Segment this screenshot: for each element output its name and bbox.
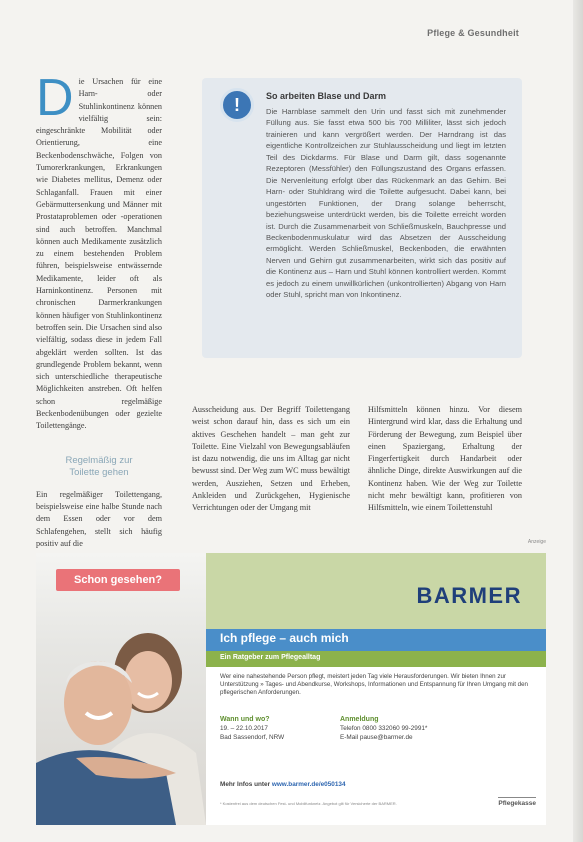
ad-registration-phone: Telefon 0800 332060 99-2991* (340, 725, 428, 732)
ad-registration-label: Anmeldung (340, 716, 379, 723)
ad-brand-area (206, 553, 546, 629)
info-box-title: So arbeiten Blase und Darm (266, 91, 387, 101)
article-subhead (36, 455, 162, 479)
ad-more-link[interactable]: www.barmer.de/e050134 (271, 781, 346, 788)
barmer-logo: BARMER (416, 583, 522, 608)
page-fold (573, 0, 583, 842)
ad-content (206, 553, 546, 825)
subhead-line-2: Toilette gehen (69, 466, 129, 478)
article-column-2 (192, 404, 350, 515)
info-box (202, 78, 522, 358)
article-column-3 (368, 404, 522, 515)
subhead-line-1: Regelmäßig zur (65, 454, 133, 466)
ad-subline-bar (206, 651, 546, 667)
ad-when-label: Wann und wo? (220, 716, 270, 723)
section-header: Pflege & Gesundheit (427, 28, 519, 38)
article-paragraph: Hilfsmitteln können hinzu. Vor diesem Hintergrund wird klar, dass die Erhaltung und Förderung der Bewegung, zum Beispiel über einen Spaziergang, Erhaltung der Fingerfertigkeit durch Handarbeit oder ähnliche Dinge, direkte Auswirkungen auf die Kontinenz haben. Wie der Weg zur Toilette nicht mehr bewältigt kann, profitieren von Hilfsmitteln, wie einem Toilettenstuhl (368, 405, 522, 513)
advertisement (36, 539, 546, 825)
ad-headline-bar (206, 629, 546, 651)
pflegekasse-logo: Pflegekasse (498, 797, 536, 807)
ad-label: Anzeige (527, 539, 546, 545)
ad-registration-mail: E-Mail pause@barmer.de (340, 734, 413, 741)
info-box-text: Die Harnblase sammelt den Urin und fasst sich mit zunehmender Füllung aus. Sie fasst etwa 500 bis 700 Milliliter, lässt sich jedoch trainieren und kann vergrößert werden. Der Harndrang ist das eigentliche Kontrollzeichen zur Stuhlausscheidung und liegt im letzten Teil des Dickdarms. Für Blase und Darm gilt, dass sogenannte Rezeptoren (Messfühler) den Füllungszustand des Organs erfassen. Die Nervenleitung erfolgt über das Rückenmark an das Gehirn. Bei Harn- oder Stuhldrang wird die Toilette aufgesucht. Dabei kann, bei ungestörten Funktionen, der Drang solange beherrscht, beziehungsweise unterdrückt werden, bis die Toilette erreicht worden ist. Durch die Zusammenarbeit von Schließmuskeln, Bauchpresse und Beckenbodenmuskulatur wird das Absetzen der Ausscheidung ermöglicht. Werden Schließmuskel, Beckenboden, die erwähnten Nerven und Gehirn gut zusammenarbeiten, wirkt sich das positiv auf die Kontinenz aus – Harn und Stuhl können kontrolliert werden. Kommt es jedoch zu einem unwillkürlichen (unkontrollierten) Abgang von Harn oder Stuhl, spricht man von Inkontinenz. (266, 107, 506, 300)
drop-cap: D (36, 69, 74, 127)
ad-headline: Ich pflege – auch mich (220, 631, 349, 645)
ad-footnote: * Kostenfrei aus dem deutschen Fest- und Mobilfunknetz. Angebot gilt für Versicherte der BARMER. (220, 801, 397, 806)
ad-more-info (220, 781, 346, 788)
ad-when-place: Bad Sassendorf, NRW (220, 734, 285, 741)
article-column-1 (36, 69, 162, 550)
ad-subline: Ein Ratgeber zum Pflegealltag (220, 654, 321, 661)
article-paragraph: Ein regelmäßiger Toilettengang, beispielsweise eine halbe Stunde nach dem Essen oder vor dem Schlafengehen, stellt sich häufig positiv auf die (36, 489, 162, 548)
ad-more-prefix: Mehr Infos unter (220, 781, 272, 788)
exclamation-icon: ! (220, 88, 254, 122)
couple-photo-illustration (36, 553, 206, 825)
ad-when-date: 19. – 22.10.2017 (220, 725, 268, 732)
ad-body-text: Wer eine nahestehende Person pflegt, meistert jeden Tag viele Herausforderungen. Wir bieten Ihnen zur Unterstützung » Tages- und Abendkurse, Workshops, Informationen und Entspannung für Ihren Umgang mit den pflegerischen Anforderungen. (220, 673, 528, 697)
ad-badge: Schon gesehen? (56, 569, 180, 591)
ad-registration-block (340, 715, 530, 742)
article-paragraph: ie Ursachen für eine Harn- oder Stuhlinkontinenz können vielfältig sein: eingeschränkte Mobilität oder Orientierung, eine Beckenbodenschwäche, Folgen von Tumorerkrankungen, Erkrankungen wie Diabetes mellitus, Demenz oder Schlaganfall. Frauen mit einer Gebärmuttersenkung und Männer mit Prostataproblemen oder -operationen sind auch betroffen. Manchmal können auch Medikamente zusätzlich zu einem bestehenden Problem führen, beispielsweise entwässernde Medikamente, leider oft als Harninkontinenz. Personen mit chronischen Darmerkrankungen können häufiger von Stuhlinkontinenz betroffen sein. Die Ursachen sind also vielfältig, sodass diese in jedem Fall abgeklärt werden sollten. Ist das grundlegende Problem bekannt, wenn sich unterschiedliche therapeutische Möglichkeiten anstreben. Oft helfen schon regelmäßige Beckenbodenübungen oder gezielte Toilettengänge. (36, 77, 162, 431)
article-paragraph: Ausscheidung aus. Der Begriff Toilettengang weist schon darauf hin, dass es sich um ein aktives Geschehen handelt – man geht zur Toilette. Eine Vielzahl von Bewegungsabläufen ist dazu notwendig, die uns im Alltag gar nicht bewusst sind. Der Weg zum WC muss bewältigt werden, Ausziehen, Setzen und Erheben, Ankleiden und Zurückgehen, Hygienische Verrichtungen oder der Umgang mit (192, 405, 350, 513)
ad-when-block (220, 715, 340, 742)
ad-photo (36, 553, 206, 825)
